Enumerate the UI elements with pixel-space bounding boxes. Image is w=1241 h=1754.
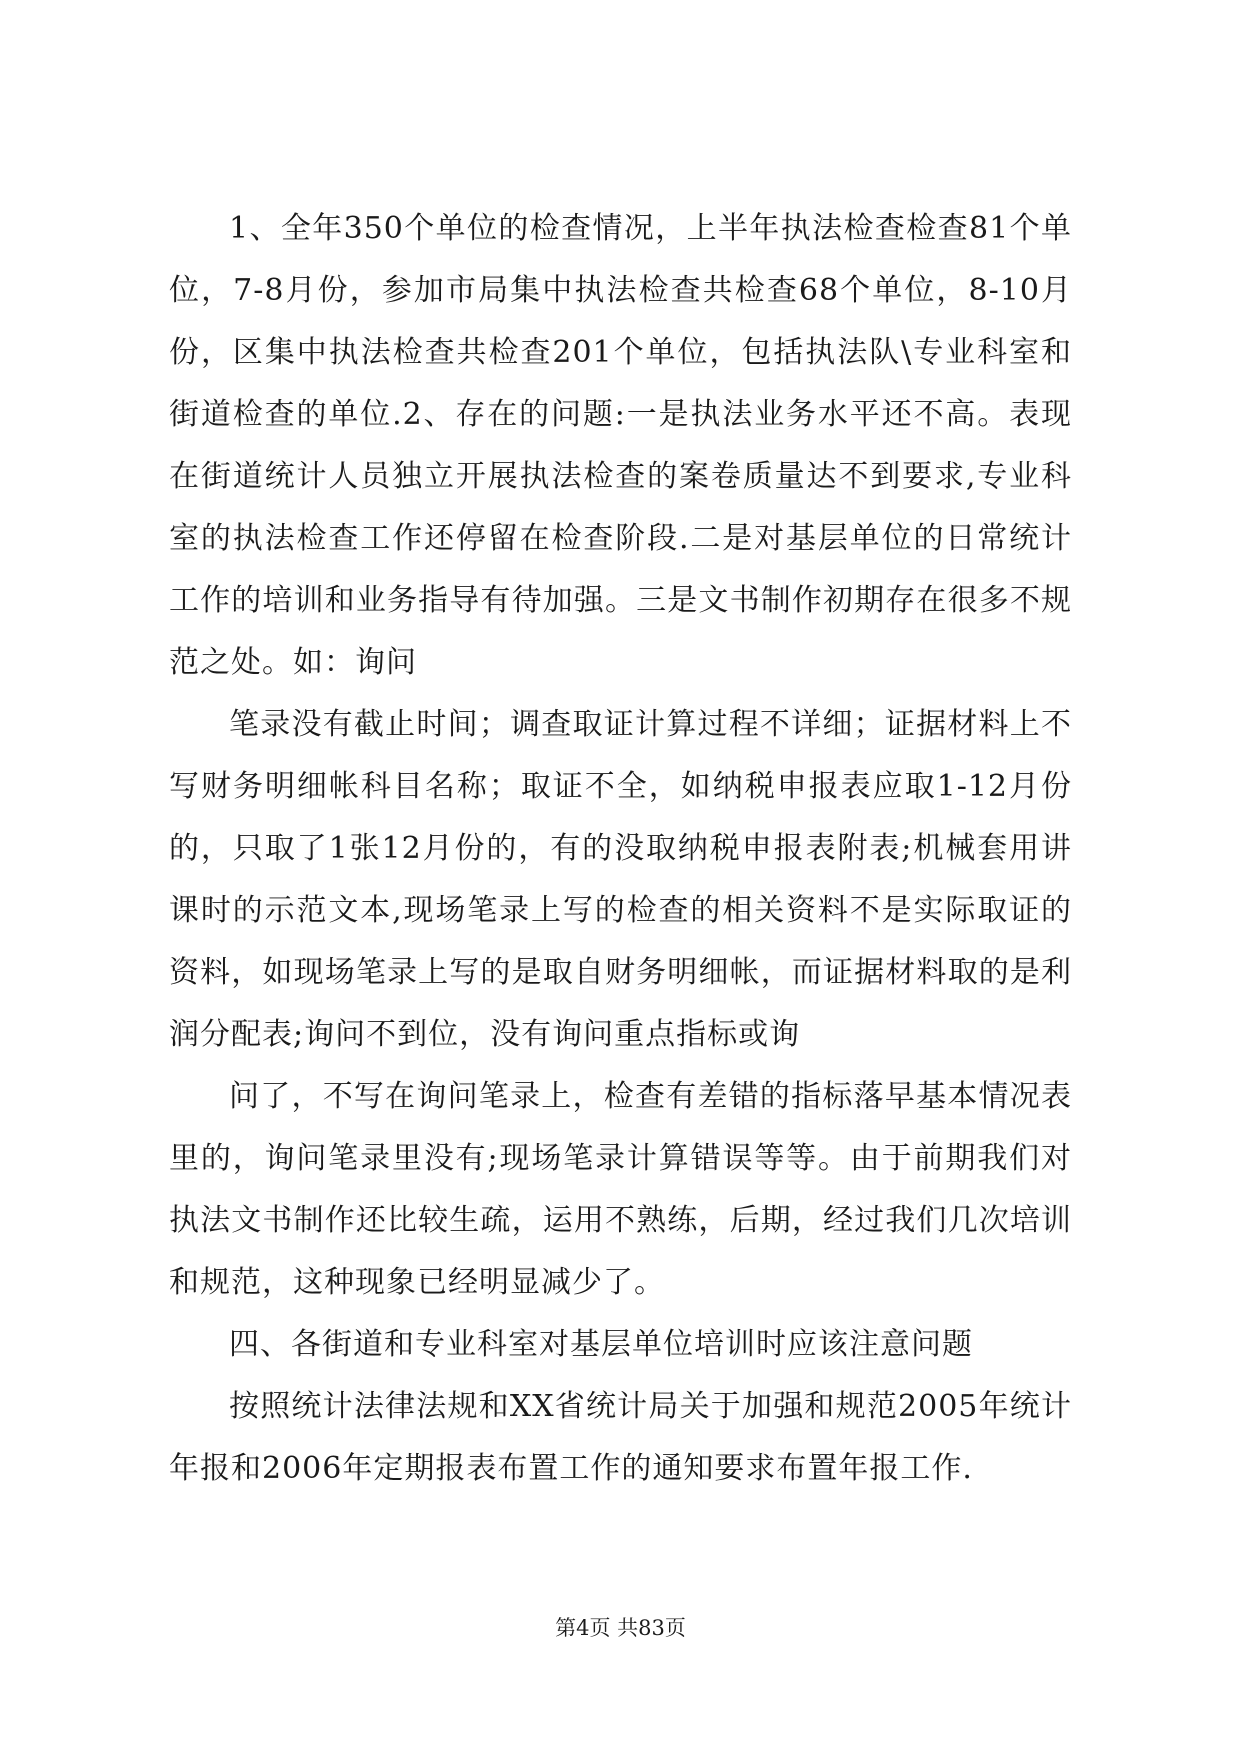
paragraph-3: 问了，不写在询问笔录上，检查有差错的指标落早基本情况表里的，询问笔录里没有;现场笔录计算错误等等。由于前期我们对执法文书制作还比较生疏，运用不熟练，后期，经过我们几次培训和规范，这种现象已经明显减少了。 bbox=[169, 1079, 1072, 1300]
body-text bbox=[169, 198, 1072, 1500]
paragraph-4-heading: 四、各街道和专业科室对基层单位培训时应该注意问题 bbox=[229, 1327, 973, 1362]
paragraph-1: 1、全年350个单位的检查情况，上半年执法检查检查81个单位，7-8月份，参加市局集中执法检查共检查68个单位，8-10月份，区集中执法检查共检查201个单位，包括执法队\专业科室和街道检查的单位.2、存在的问题:一是执法业务水平还不高。表现在街道统计人员独立开展执法检查的案卷质量达不到要求,专业科室的执法检查工作还停留在检查阶段.二是对基层单位的日常统计工作的培训和业务指导有待加强。三是文书制作初期存在很多不规范之处。如：询问 bbox=[169, 211, 1072, 680]
paragraph-2: 笔录没有截止时间；调查取证计算过程不详细；证据材料上不写财务明细帐科目名称；取证不全，如纳税申报表应取1-12月份的，只取了1张12月份的，有的没取纳税申报表附表;机械套用讲课时的示范文本,现场笔录上写的检查的相关资料不是实际取证的资料，如现场笔录上写的是取自财务明细帐，而证据材料取的是利润分配表;询问不到位，没有询问重点指标或询 bbox=[169, 707, 1072, 1052]
paragraph-5: 按照统计法律法规和XX省统计局关于加强和规范2005年统计年报和2006年定期报表布置工作的通知要求布置年报工作. bbox=[169, 1389, 1072, 1486]
page-footer: 第4页 共83页 bbox=[555, 1616, 686, 1640]
